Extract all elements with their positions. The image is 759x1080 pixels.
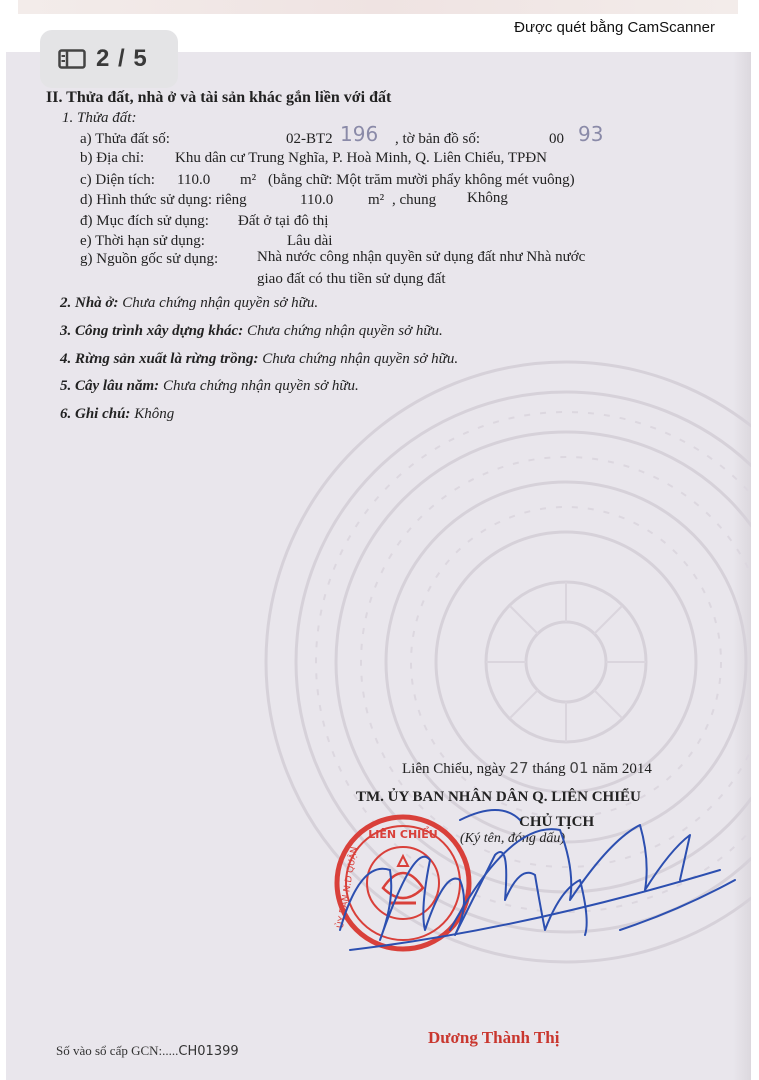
item1-title: 1. Thửa đất:	[62, 110, 137, 126]
origin-value-1: Nhà nước công nhận quyền sử dụng đất như Nhà nước	[257, 249, 586, 265]
signer-name: Dương Thành Thị	[428, 1028, 560, 1047]
registration-footer	[56, 1043, 239, 1059]
registration-number: CH01399	[178, 1044, 239, 1059]
house-value: Chưa chứng nhận quyền sở hữu.	[122, 295, 319, 311]
scan-watermark-label: Được quét bằng CamScanner	[514, 19, 715, 36]
note-label: 6. Ghi chú:	[60, 406, 131, 422]
parcel-number-value: 02-BT2	[286, 131, 333, 147]
registration-label: Số vào sổ cấp GCN:	[56, 1043, 163, 1058]
seal-text-left: ỦY BAN N.D QUẬN	[335, 845, 361, 930]
handwritten-signature	[320, 780, 740, 970]
date-day: 27	[509, 759, 529, 777]
section-title: II. Thửa đất, nhà ở và tài sản khác gắn liền với đất	[46, 89, 392, 106]
note-value: Không	[134, 406, 175, 422]
private-area-value: 110.0	[300, 192, 334, 208]
other-works-value: Chưa chứng nhận quyền sở hữu.	[246, 323, 443, 339]
perennial-value: Chưa chứng nhận quyền sở hữu.	[162, 378, 359, 394]
usage-form-label: d) Hình thức sử dụng: riêng	[80, 192, 247, 208]
map-sheet-label: , tờ bản đồ số:	[395, 131, 481, 147]
term-value: Lâu dài	[287, 233, 333, 249]
date-month-label: tháng	[532, 761, 566, 777]
shared-label: , chung	[392, 192, 437, 208]
area-unit: m²	[240, 172, 257, 188]
parcel-number-label: a) Thửa đất số:	[80, 131, 170, 147]
private-area-unit: m²	[368, 192, 385, 208]
forest-value: Chưa chứng nhận quyền sở hữu.	[262, 351, 459, 367]
origin-label: g) Nguồn gốc sử dụng:	[80, 251, 219, 267]
date-year: năm 2014	[592, 761, 652, 777]
date-month: 01	[569, 759, 589, 777]
registration-dots: .....	[162, 1043, 179, 1058]
signer-position: CHỦ TỊCH	[519, 814, 595, 830]
origin-value-2: giao đất có thu tiền sử dụng đất	[257, 271, 446, 287]
address-label: b) Địa chỉ:	[80, 150, 145, 166]
perennial-label: 5. Cây lâu năm:	[60, 378, 160, 394]
area-label: c) Diện tích:	[80, 172, 155, 188]
seal-text-top: LIÊN CHIỂU	[368, 828, 438, 841]
purpose-label: đ) Mục đích sử dụng:	[80, 213, 209, 229]
date-place: Liên Chiểu, ngày	[402, 761, 506, 777]
forest-label: 4. Rừng sản xuất là rừng trồng:	[60, 351, 259, 367]
signature-note: (Ký tên, đóng dấu)	[460, 831, 565, 846]
date-line	[402, 759, 652, 778]
page-counter-badge[interactable]	[40, 30, 178, 88]
area-in-words: (bằng chữ: Một trăm mười phẩy không mét vuông)	[268, 172, 575, 188]
purpose-value: Đất ở tại đô thị	[238, 213, 329, 229]
address-value: Khu dân cư Trung Nghĩa, P. Hoà Minh, Q. Liên Chiểu, TPĐN	[175, 150, 548, 166]
page-list-icon	[58, 49, 86, 69]
map-sheet-value: 00	[549, 131, 564, 147]
term-label: e) Thời hạn sử dụng:	[80, 233, 205, 249]
parcel-number-handwritten: 196	[340, 122, 379, 146]
shared-value: Không	[467, 190, 508, 206]
area-value: 110.0	[177, 172, 211, 188]
other-works-label: 3. Công trình xây dựng khác:	[60, 323, 244, 339]
house-label: 2. Nhà ở:	[60, 295, 119, 311]
page-counter-text: 2 / 5	[96, 45, 148, 72]
issuing-authority: TM. ỦY BAN NHÂN DÂN Q. LIÊN CHIỂU	[356, 789, 641, 805]
map-sheet-handwritten: 93	[578, 122, 604, 146]
